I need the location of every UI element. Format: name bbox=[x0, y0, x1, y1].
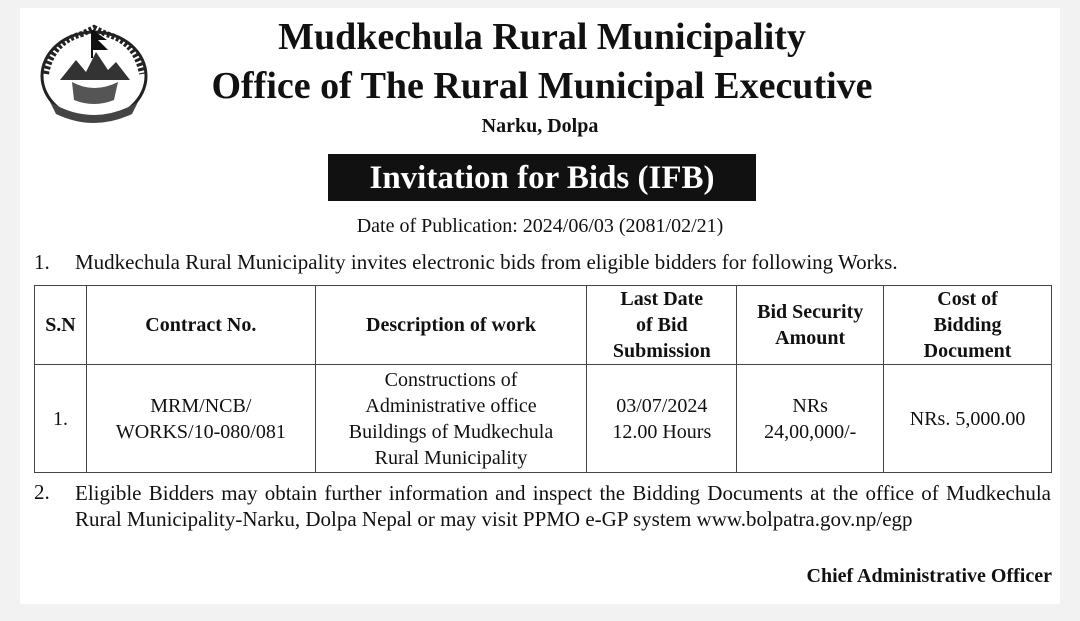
publication-date: Date of Publication: 2024/06/03 (2081/02/21) bbox=[356, 215, 724, 237]
bids-table bbox=[34, 285, 1052, 473]
municipality-name: Mudkechula Rural Municipality bbox=[278, 16, 806, 58]
table-header-row bbox=[35, 286, 1052, 365]
cell-cost: NRs. 5,000.00 bbox=[884, 365, 1052, 473]
paragraph-1-number: 1. bbox=[34, 250, 50, 274]
signatory-title: Chief Administrative Officer bbox=[806, 565, 1052, 587]
office-name: Office of The Rural Municipal Executive bbox=[211, 65, 873, 107]
header-sn: S.N bbox=[35, 286, 87, 365]
header-cost: Cost of Bidding Document bbox=[884, 286, 1052, 365]
paragraph-2-number: 2. bbox=[34, 480, 50, 504]
paragraph-1-text: Mudkechula Rural Municipality invites electronic bids from eligible bidders for following Works. bbox=[75, 250, 898, 274]
paragraph-2-text: Eligible Bidders may obtain further information and inspect the Bidding Documents at the office of Mudkechula Rural Municipality-Narku, Dolpa Nepal or may visit PPMO e-GP system www.bolpatra.gov.np/egp bbox=[75, 481, 1051, 531]
cell-sn: 1. bbox=[35, 365, 87, 473]
cell-description: Constructions of Administrative office Buildings of Mudkechula Rural Municipality bbox=[315, 365, 587, 473]
table-row bbox=[35, 365, 1052, 473]
header-last-date: Last Date of Bid Submission bbox=[587, 286, 737, 365]
cell-last-date: 03/07/2024 12.00 Hours bbox=[587, 365, 737, 473]
header-contract-no: Contract No. bbox=[86, 286, 315, 365]
cell-contract-no: MRM/NCB/ WORKS/10-080/081 bbox=[86, 365, 315, 473]
cell-bid-security: NRs 24,00,000/- bbox=[737, 365, 884, 473]
notice-title-banner: Invitation for Bids (IFB) bbox=[328, 154, 756, 201]
location: Narku, Dolpa bbox=[481, 115, 599, 137]
header-description: Description of work bbox=[315, 286, 587, 365]
header-bid-security: Bid Security Amount bbox=[737, 286, 884, 365]
